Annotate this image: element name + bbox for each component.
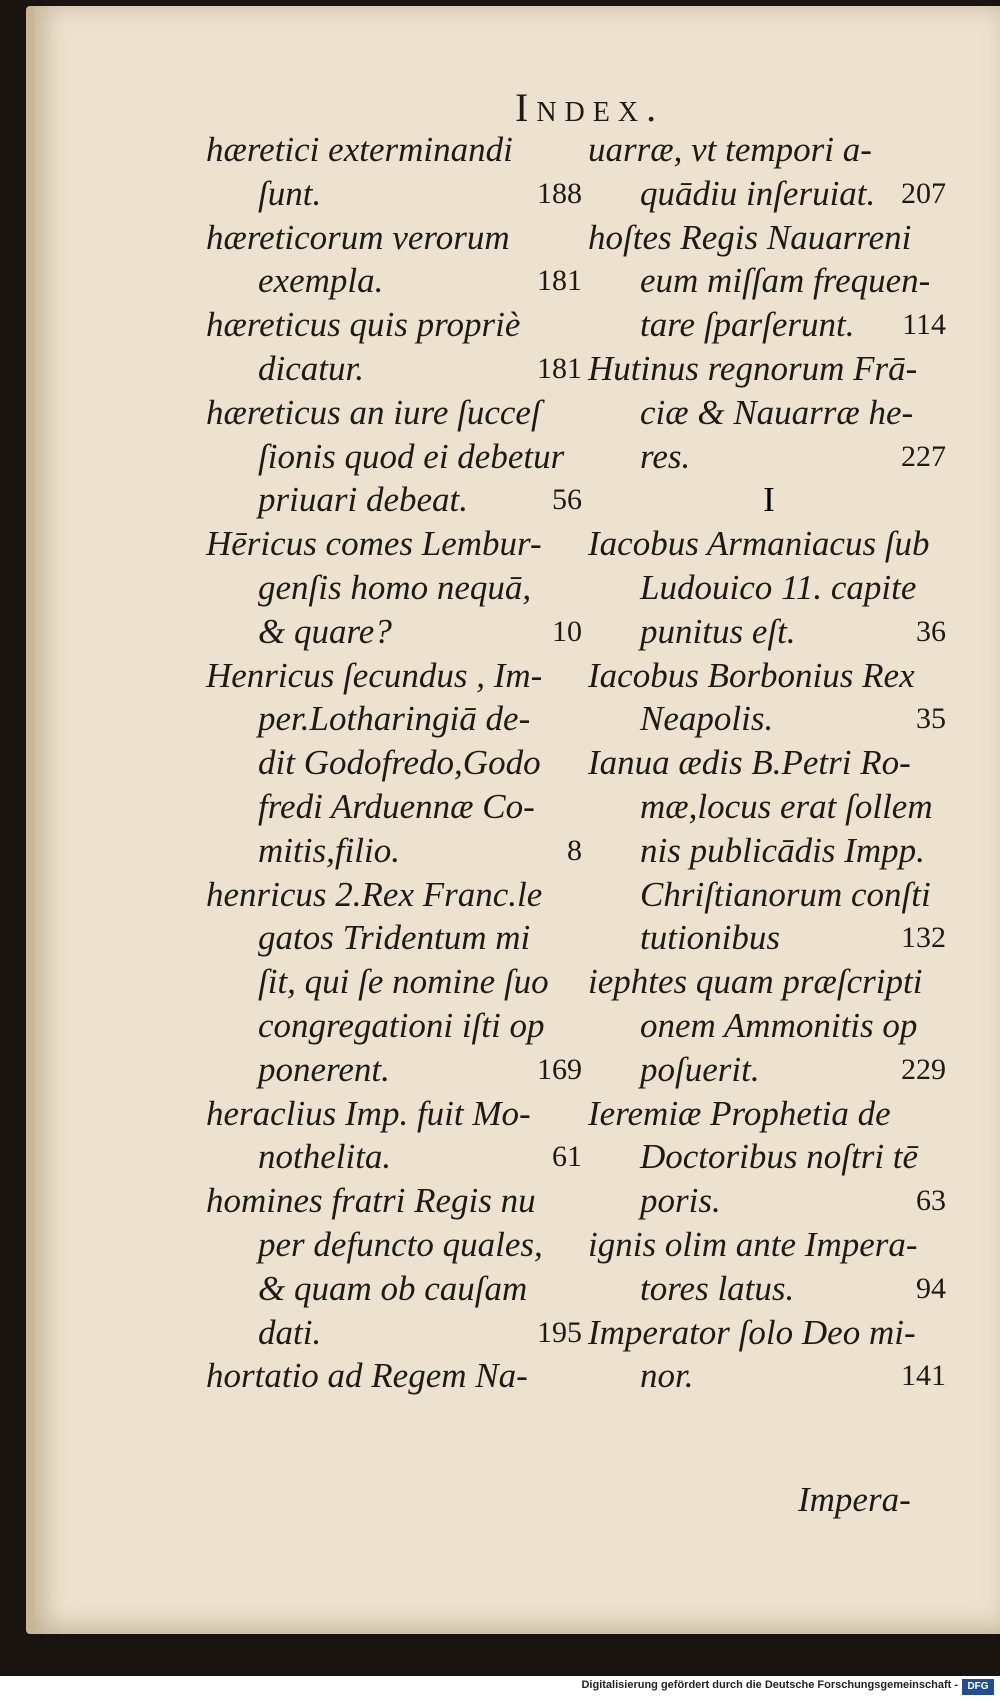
- index-entry-line: res.: [640, 436, 691, 476]
- dfg-logo: DFG: [962, 1679, 994, 1695]
- index-entry-line: ignis olim ante Impera-: [588, 1224, 918, 1264]
- letter-heading: I: [763, 480, 775, 520]
- index-entry: [206, 654, 586, 873]
- index-entry: [206, 1092, 586, 1180]
- index-entry-line: & quam ob cauſam: [258, 1268, 528, 1308]
- index-entry-line: dicatur.: [258, 348, 364, 388]
- index-entry-line: Hutinus regnorum Frā-: [588, 348, 918, 388]
- index-entry-line: uarræ, vt tempori a-: [588, 130, 872, 169]
- catchword: Impera-: [798, 1480, 911, 1519]
- index-entry-line: ponerent.: [258, 1049, 390, 1089]
- index-entry: [206, 216, 586, 304]
- page-reference: 229: [901, 1052, 946, 1086]
- index-entry: [206, 522, 586, 653]
- index-entry: [588, 1311, 950, 1399]
- page-reference: 114: [902, 308, 946, 342]
- index-entry-line: heraclius Imp. fuit Mo-: [206, 1093, 531, 1133]
- index-entry: [588, 1223, 950, 1311]
- index-entry: [588, 1092, 950, 1223]
- index-entry-line: dit Godofredo,Godo: [258, 743, 541, 783]
- index-entry-line: tores latus.: [640, 1268, 795, 1308]
- index-entry-line: tutionibus: [640, 918, 781, 958]
- index-entry-line: hæreticus quis propriè: [206, 305, 521, 345]
- index-entry-line: henricus 2.Rex Franc.le: [206, 874, 543, 914]
- page-reference: 169: [537, 1052, 582, 1086]
- page-reference: 195: [537, 1315, 582, 1349]
- index-entry: [206, 303, 586, 391]
- index-entry-line: nis publicādis Impp.: [640, 830, 925, 870]
- index-entry-line: Iacobus Armaniacus ſub: [588, 524, 930, 564]
- index-entry-line: hæreticus an iure ſucceſ: [206, 392, 541, 432]
- index-entry-line: Ludouico 11. capite: [640, 567, 917, 607]
- page-reference: 63: [916, 1184, 946, 1218]
- index-entry-line: dati.: [258, 1312, 322, 1352]
- index-entry-line: Ieremiæ Prophetia de: [588, 1093, 891, 1133]
- index-entry-line: Chriſtianorum conſti: [640, 874, 931, 914]
- index-column-left: [206, 128, 586, 1398]
- page-reference: 36: [916, 614, 946, 648]
- index-entry-line: fredi Arduennæ Co-: [258, 786, 535, 826]
- page-reference: 61: [552, 1140, 582, 1174]
- index-entry-line: Hēricus comes Lembur-: [206, 524, 542, 564]
- index-entry-line: per defuncto quales,: [258, 1224, 543, 1264]
- index-entry-line: quādiu inſeruiat.: [640, 173, 876, 213]
- index-entry: [588, 347, 950, 478]
- page-reference: 181: [537, 264, 582, 298]
- index-entry: [206, 1179, 586, 1354]
- index-entry: [588, 654, 950, 742]
- index-entry-line: poris.: [640, 1181, 721, 1221]
- index-column-right: [588, 128, 950, 1398]
- index-entry-line: hoſtes Regis Nauarreni: [588, 217, 912, 257]
- index-entry-line: Henricus ſecundus , Im-: [206, 655, 543, 695]
- page-reference: 8: [567, 833, 582, 867]
- index-entry-line: congregationi iſti op: [258, 1005, 545, 1045]
- index-entry-line: exempla.: [258, 261, 384, 301]
- index-entry-line: nor.: [640, 1356, 694, 1396]
- index-entry-line: tare ſparſerunt.: [640, 305, 855, 345]
- index-entry-line: ſionis quod ei debetur: [258, 436, 565, 476]
- page-reference: 227: [901, 439, 946, 473]
- page-reference: 141: [901, 1359, 946, 1393]
- page-title: Index.: [515, 85, 665, 130]
- index-entry-line: genſis homo nequā,: [258, 567, 532, 607]
- index-entry: [588, 216, 950, 347]
- index-entry-line: ciæ & Nauarræ he-: [640, 392, 914, 432]
- index-entry: [206, 391, 586, 522]
- index-entry: [588, 128, 950, 216]
- index-entry: [588, 522, 950, 653]
- index-entry-line: hæretici exterminandi: [206, 130, 513, 169]
- index-entry-line: hæreticorum verorum: [206, 217, 510, 257]
- page-reference: 188: [537, 176, 582, 210]
- index-entry-line: Iacobus Borbonius Rex: [588, 655, 915, 695]
- index-entry-line: mitis,filio.: [258, 830, 400, 870]
- index-entry: [588, 741, 950, 960]
- index-entry: [588, 960, 950, 1091]
- index-entry-line: per.Lotharingiā de-: [258, 699, 531, 739]
- index-entry-line: Doctoribus noſtri tē: [640, 1137, 919, 1177]
- index-entry-line: iephtes quam præſcripti: [588, 962, 923, 1002]
- index-entry-line: hortatio ad Regem Na-: [206, 1356, 528, 1396]
- funding-credit: Digitalisierung gefördert durch die Deutsche Forschungsgemeinschaft -: [581, 1679, 958, 1691]
- index-entry-line: punitus eſt.: [640, 611, 796, 651]
- page-reference: 56: [552, 483, 582, 517]
- page-reference: 10: [552, 614, 582, 648]
- index-entry-line: onem Ammonitis op: [640, 1005, 918, 1045]
- index-entry-line: gatos Tridentum mi: [258, 918, 531, 958]
- index-entry-line: eum miſſam frequen-: [640, 261, 931, 301]
- index-entry-line: poſuerit.: [640, 1049, 760, 1089]
- page-reference: 35: [916, 702, 946, 736]
- footer-bar: [0, 1676, 1000, 1700]
- index-entry-line: nothelita.: [258, 1137, 392, 1177]
- page-reference: 181: [537, 351, 582, 385]
- index-entry-line: & quare?: [258, 611, 392, 651]
- index-entry-line: homines fratri Regis nu: [206, 1181, 536, 1221]
- page-reference: 207: [901, 176, 946, 210]
- index-entry: [206, 128, 586, 216]
- index-entry-line: Neapolis.: [640, 699, 774, 739]
- index-entry-line: Ianua ædis B.Petri Ro-: [588, 743, 911, 783]
- index-entry: [206, 873, 586, 1092]
- page-reference: 94: [916, 1271, 946, 1305]
- index-entry: [206, 1354, 586, 1398]
- index-entry-line: mæ,locus erat ſollem: [640, 786, 933, 826]
- index-entry-line: priuari debeat.: [258, 480, 468, 520]
- page-reference: 132: [901, 921, 946, 955]
- index-entry-line: ſunt.: [258, 173, 322, 213]
- index-entry-line: ſit, qui ſe nomine ſuo: [258, 962, 549, 1002]
- index-entry-line: Imperator ſolo Deo mi-: [588, 1312, 916, 1352]
